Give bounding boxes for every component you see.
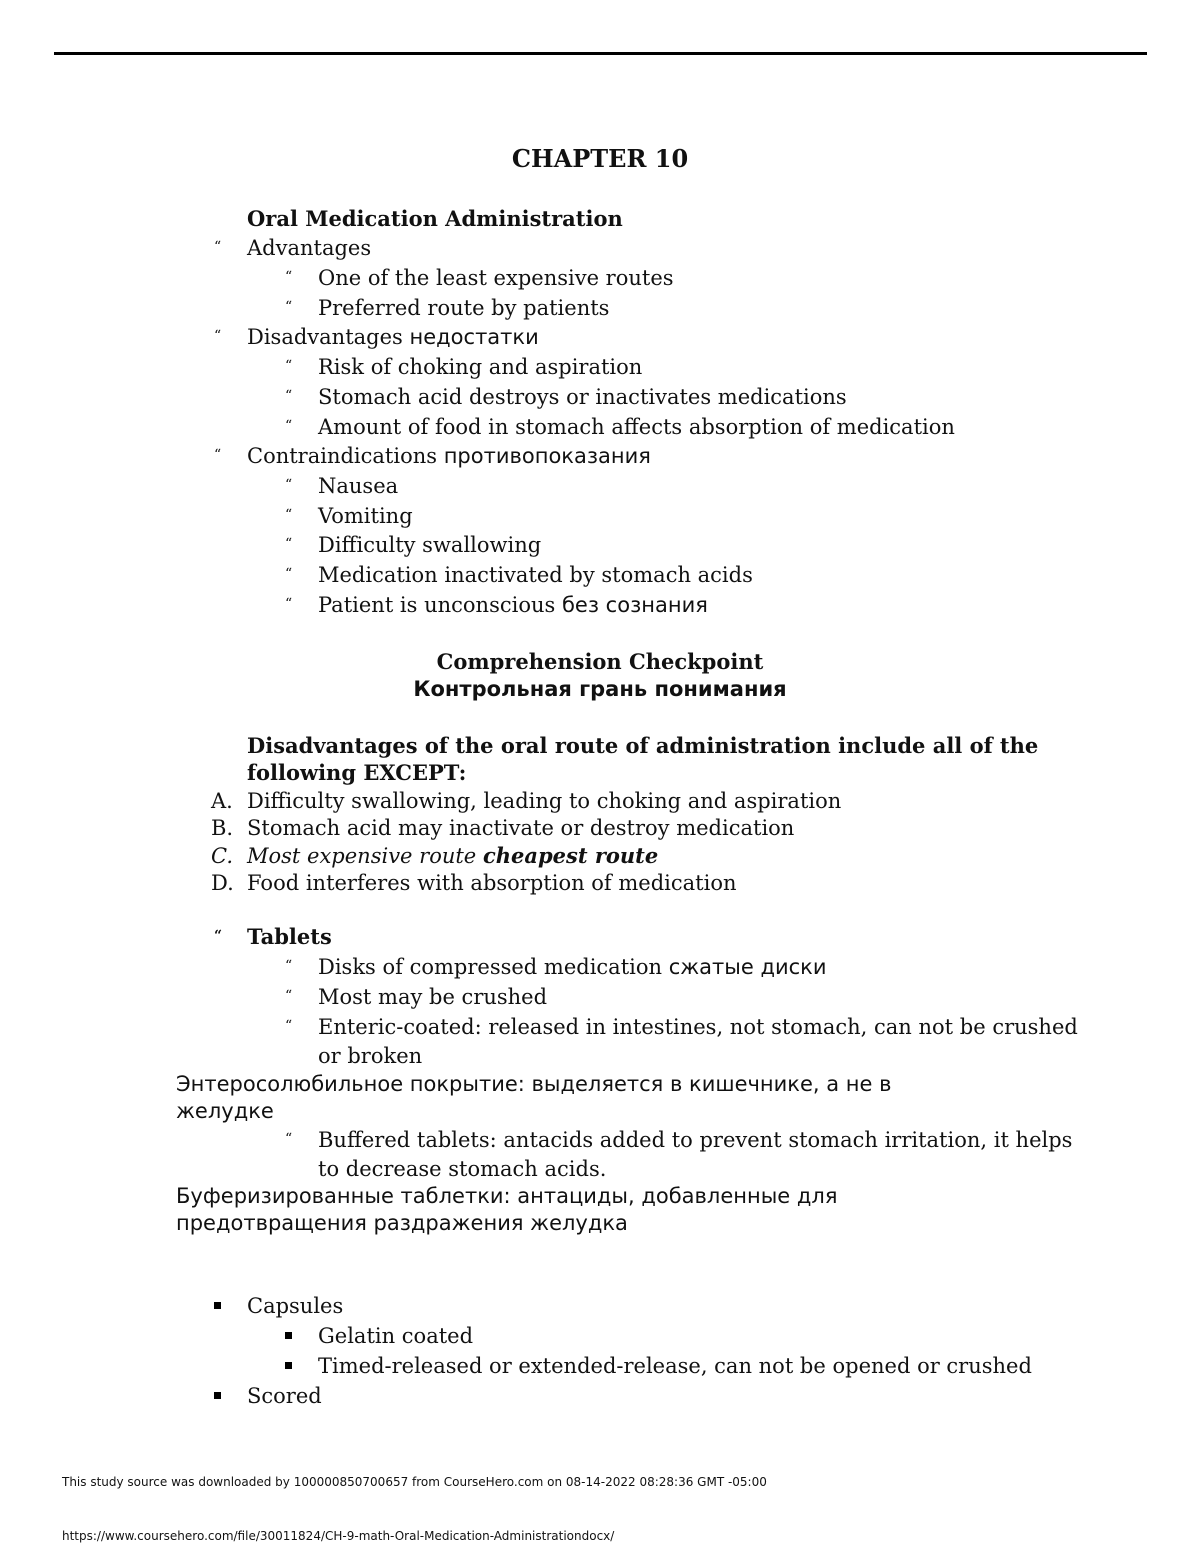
list-item: Medication inactivated by stomach acids <box>318 563 753 587</box>
list-item: Timed-released or extended-release, can not be opened or crushed <box>318 1354 1032 1378</box>
list-item-continued: or broken <box>318 1044 423 1068</box>
bullet-marker-icon: “ <box>285 958 293 974</box>
list-item: Gelatin coated <box>318 1324 474 1348</box>
bullet-marker-icon: “ <box>285 536 293 552</box>
bullet-marker-icon: “ <box>285 418 293 434</box>
translation-line: Энтеросолюбильное покрытие: выделяется в кишечнике, а не в <box>176 1072 892 1096</box>
scored-label: Scored <box>247 1384 322 1408</box>
tablets-label: Tablets <box>247 924 332 949</box>
bullet-marker-icon: “ <box>285 388 293 404</box>
disadvantages-label: Disadvantages <box>247 325 403 349</box>
contraindications-label: Contraindications <box>247 444 438 468</box>
option-letter: B. <box>211 816 234 840</box>
list-item-translation: сжатые диски <box>668 955 827 979</box>
bullet-marker-icon: “ <box>285 1018 293 1034</box>
list-item: Enteric-coated: released in intestines, not stomach, can not be crushed <box>318 1015 1078 1039</box>
top-horizontal-rule <box>54 52 1147 55</box>
capsules-label: Capsules <box>247 1294 344 1318</box>
square-bullet-icon <box>285 1332 292 1339</box>
list-item: Most may be crushed <box>318 985 548 1009</box>
square-bullet-icon <box>214 1392 221 1399</box>
advantages-label: Advantages <box>247 236 372 260</box>
list-item <box>318 953 827 981</box>
option-text: Stomach acid may inactivate or destroy medication <box>247 816 795 840</box>
bullet-marker-icon: “ <box>285 507 293 523</box>
option-text-main: Most expensive route <box>247 844 477 868</box>
option-letter: C. <box>211 844 233 868</box>
bullet-marker-icon: “ <box>214 447 222 463</box>
bullet-marker-icon: “ <box>285 566 293 582</box>
bullet-marker-icon: “ <box>214 928 223 944</box>
contraindications-heading <box>247 442 651 470</box>
option-letter: A. <box>211 789 233 813</box>
list-item: Difficulty swallowing <box>318 533 542 557</box>
bullet-marker-icon: “ <box>214 328 222 344</box>
list-item <box>318 591 708 619</box>
translation-line: желудке <box>176 1099 274 1123</box>
checkpoint-question: Disadvantages of the oral route of administration include all of the <box>247 733 1039 758</box>
section-heading: Oral Medication Administration <box>247 206 623 231</box>
disadvantages-heading <box>247 323 539 351</box>
option-note: cheapest route <box>482 843 659 868</box>
list-item: Buffered tablets: antacids added to prevent stomach irritation, it helps <box>318 1128 1073 1152</box>
list-item: One of the least expensive routes <box>318 266 674 290</box>
option-text <box>247 842 658 870</box>
list-item: Amount of food in stomach affects absorption of medication <box>318 415 955 439</box>
bullet-marker-icon: “ <box>285 299 293 315</box>
source-url-link[interactable]: https://www.coursehero.com/file/30011824/CH-9-math-Oral-Medication-Administrationdocx/ <box>62 1529 615 1543</box>
option-letter: D. <box>211 871 234 895</box>
contraindications-translation: противопоказания <box>443 444 651 468</box>
checkpoint-title: Comprehension Checkpoint <box>436 649 764 674</box>
square-bullet-icon <box>285 1362 292 1369</box>
list-item: Nausea <box>318 474 399 498</box>
checkpoint-question-continued: following EXCEPT: <box>247 760 467 785</box>
bullet-marker-icon: “ <box>285 596 293 612</box>
bullet-marker-icon: “ <box>214 239 222 255</box>
list-item: Preferred route by patients <box>318 296 610 320</box>
square-bullet-icon <box>214 1302 221 1309</box>
bullet-marker-icon: “ <box>285 988 293 1004</box>
option-text: Food interferes with absorption of medication <box>247 871 737 895</box>
list-item: Stomach acid destroys or inactivates medications <box>318 385 847 409</box>
list-item: Vomiting <box>318 504 413 528</box>
bullet-marker-icon: “ <box>285 1131 293 1147</box>
disadvantages-translation: недостатки <box>409 325 539 349</box>
option-text: Difficulty swallowing, leading to choking and aspiration <box>247 789 842 813</box>
bullet-marker-icon: “ <box>285 358 293 374</box>
checkpoint-title-translation: Контрольная грань понимания <box>413 677 787 701</box>
list-item-text: Disks of compressed medication <box>318 955 663 979</box>
chapter-title: CHAPTER 10 <box>511 144 689 173</box>
translation-line: предотвращения раздражения желудка <box>176 1211 628 1235</box>
list-item-text: Patient is unconscious <box>318 593 556 617</box>
bullet-marker-icon: “ <box>285 477 293 493</box>
bullet-marker-icon: “ <box>285 269 293 285</box>
list-item-translation: без сознания <box>561 593 708 617</box>
list-item-continued: to decrease stomach acids. <box>318 1157 607 1181</box>
download-notice: This study source was downloaded by 100000850700657 from CourseHero.com on 08-14-2022 08:28:36 GMT -05:00 <box>62 1475 767 1489</box>
list-item: Risk of choking and aspiration <box>318 355 643 379</box>
translation-line: Буферизированные таблетки: антациды, добавленные для <box>176 1184 838 1208</box>
